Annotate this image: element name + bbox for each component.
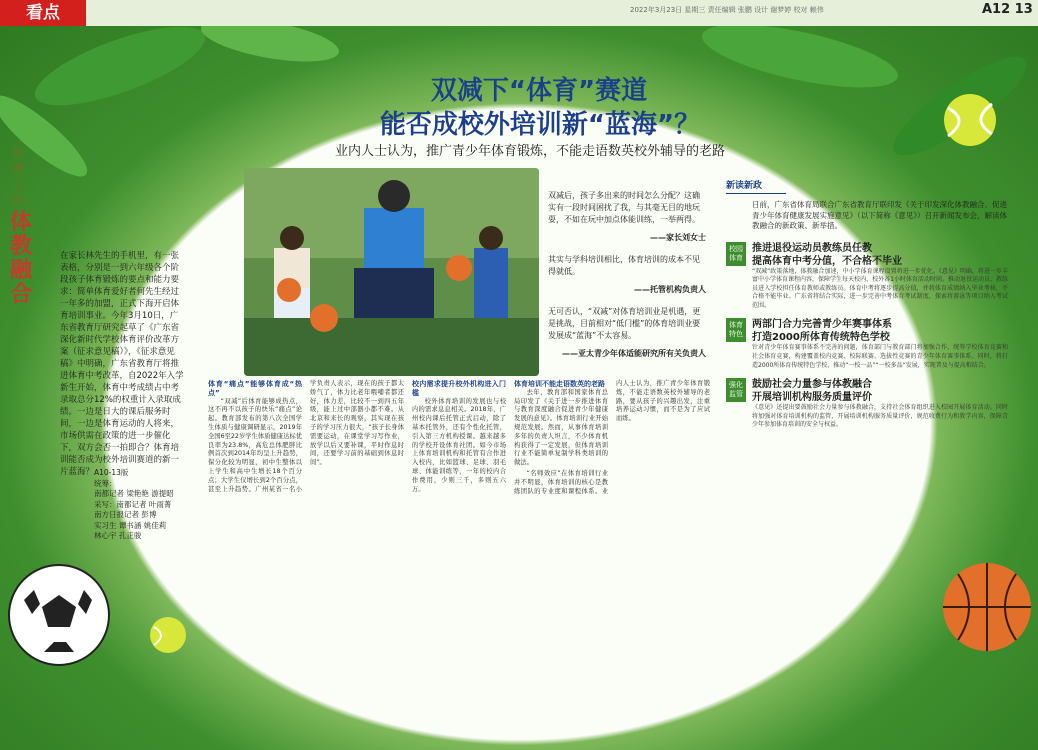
policy-text: 针对青少年体育赛事体系不完善的问题，体育部门与教育部门将加强合作，统筹学校体育竞赛和社会体育竞赛，构建覆盖校内竞赛、校际联赛、选拔性竞赛的青少年体育赛事体系。同时，将打造2000所体育传统特色学校，推动“一校一品”“一校多品”发展，实现普及与提高相结合。	[752, 344, 1008, 369]
sidebar-small-title: “双减”下的	[11, 140, 24, 208]
article-paragraph: 去年，教育部和国家体育总局印发了《关于进一步推进体育与教育深度融合促进青少年健康发展的意见》。体育培训行业开始规范发展。然而，从事体育培训多年的负责人坦言，不少体育机构获得了一定发展，但体育培训行业不能简单复制学科类培训的做法。	[514, 388, 608, 467]
quote-text: 双减后，孩子多出来的时间怎么分配？这确实有一段时间困扰了我，与其毫无目的地玩耍，不如在玩中加点体能训练，一举两得。	[548, 191, 700, 224]
article-subheading: 体育培训不能走语数英的老路	[514, 380, 605, 388]
credits-line: 实习生 谭书涵 姚佳莉	[94, 520, 167, 530]
credits-line: 采写：南都记者 叶雨菁	[94, 499, 172, 509]
credits-line: 统筹：	[94, 478, 117, 488]
header-info: 2022年3月23日 星期三 责任编辑 张鹏 设计 谢梦婷 校对 赖伟	[630, 6, 824, 14]
basketball-training-photo	[244, 168, 539, 376]
article-subheading: 体育“痛点”能够体育成“热点”	[208, 380, 302, 397]
quotes-box	[548, 190, 706, 360]
credits-line: 南都记者 梁艳艳 游提昭	[94, 489, 174, 498]
quote-author: ——亚太青少年体适能研究所有关负责人	[562, 349, 706, 358]
policy-badge: 体育特色	[726, 318, 746, 342]
credits-line: 南方日报记者 彭博	[94, 510, 157, 519]
policy-heading: 两部门合力完善青少年赛事体系 打造2000所体育传统特色学校	[752, 319, 892, 344]
headline-line1: 双减下“体育”赛道	[430, 76, 648, 106]
tennis-ball-icon	[940, 90, 1000, 150]
policy-heading: 推进退役运动员教练员任教 提高体育中考分值，不合格不毕业	[752, 242, 902, 267]
credits-pages: A10-13版	[94, 468, 129, 477]
basketball-icon	[940, 560, 1035, 655]
article-subheading: 校内需求提升校外机构进入门槛	[412, 380, 506, 397]
tennis-ball-icon	[148, 615, 188, 655]
quote-author: ——家长刘女士	[650, 233, 706, 242]
policy-heading: 鼓励社会力量参与体教融合 开展培训机构服务质量评价	[752, 379, 872, 404]
headline-line2: 能否成校外培训新“蓝海”？	[379, 110, 701, 140]
policy-block	[726, 242, 1008, 311]
policy-block	[726, 318, 1008, 370]
sidebar-title	[10, 140, 48, 307]
policy-badge: 校园体育	[726, 242, 746, 266]
policy-lead: 日前，广东省体育局联合广东省教育厅联印发《关于印发深化体教融合、促进青少年体育健康发展实施意见》（以下简称《意见》）召开新闻发布会，解读体教融合的新政策、新举措。	[752, 200, 1007, 230]
article-paragraph: “名师效应”在体育培训行业并不明显，体育培训的核心是教练团队的专业度和课程体系。业内人士认为，推广青少年体育锻炼，不能走语数英校外辅导的老路，要从孩子的兴趣出发，注重培养运动习惯，而不是为了应试而练。	[514, 380, 710, 495]
sidebar-big-title: 体教融合	[10, 210, 33, 308]
intro-text: 在家长林先生的手机里，有一张表格，分别是一到六年级各个阶段孩子体育锻炼的要点和能力要求：简单体育爱好者何先生经过一年多的加盟，正式下海开启体育培训事业。今年3月10日，广东省教育厅研究起草了《广东省深化新时代学校体育评价改革方案（征求意见稿）》，《征求意见稿》中明确，广东省教育厅将推进体育中考改革，自2022年入学新生开始，体育中考成绩占中考录取总分12%的权重计入录取成绩。一边是日大的课后服务时间，一边是体育运动的人将来，市场供需在政策的进一步催化下，双方会否一拍即合？体育培训能否成为校外培训赛道的新一片蓝海？	[60, 251, 184, 477]
quote-text: 其实与学科培训相比，体育培训的成本不见得就低。	[548, 255, 700, 276]
quote-text: 无可否认，“双减”对体育培训业是机遇，更是挑战，目前相对“低门槛”的体育培训业要发展成“蓝海”不太容易。	[548, 307, 701, 340]
article-paragraph: 校外体育培训的发展也与校内的需求息息相关。2018年，广州校内课后托管正式启动，除了基本托管外，还有个性化托管，引入第三方机构授课。越来越多的学校开设体育社团。如今市场上体育培训机构和托管有合作进入校内，比如篮球、足球、羽毛球、体能训练等，一年的校内合作费用，少则三千，多则五六万。	[412, 397, 506, 493]
policy-block	[726, 378, 1008, 430]
credits-line: 林心宇 孔正骏	[94, 531, 142, 540]
section-tag: 看点	[0, 0, 86, 26]
article-body	[208, 380, 710, 720]
article-paragraph: “双减”后体育能够成热点，这不再不以孩子的快乐“痛点”论起。教育部发布的第八次全国学生体质与健康调研显示，2019年全国6至22岁学生体质健康达标优良率为23.8%，高危总体肥胖比例首次到2014年均呈上升趋势，保分化较为明显，初中生整体以上学生和高中生增长18个百分点；大学生仅增长到2个百分点，甚至上升趋势。广州某省一名小学负责人表示，现在的孩子都太娇气了，体力比老年喂哺者都还好，体力差，比较不一到四五年级，能上过中部器小都不难。从北京和来长的观察，其实现在孩子的学习压力很大，“孩子长身体需要运动，在课堂学习写作业，放学以后又要补课，平时作息时间，还要学习前的基础到休息时间”。	[208, 380, 404, 493]
soccer-ball-icon	[4, 560, 114, 670]
policy-column	[726, 178, 1008, 438]
header-bar	[86, 0, 1038, 26]
headline-subtitle: 业内人士认为，推广青少年体育锻炼，不能走语数英校外辅导的老路	[334, 144, 725, 159]
credits	[94, 468, 194, 542]
policy-column-label: 新读新政	[726, 178, 786, 194]
page-number: A12 13	[982, 2, 1033, 17]
policy-badge: 强化监管	[726, 378, 746, 402]
policy-text: “双减”政策落地，体教融合加速，中小学体育课程设置将进一步优化。《意见》明确，将进一步丰富中小学体育课程内容，保障学生每天校内、校外各1小时体育活动时间。推动退役运动员、教练员进入学校担任体育教师或教练员。体育中考将逐步提高分值，并将体育成绩纳入毕业考核，不合格不能毕业。广东省将结合实际，进一步完善中考体育考试制度，探索将游泳等项目纳入考试范围。	[752, 267, 1008, 309]
policy-text: 《意见》还提出要鼓励社会力量参与体教融合，支持社会体育组织进入校园开展体育活动。同时将加强对体育培训机构的监管，开展培训机构服务质量评价，规范收费行为和教学内容，保障青少年参加体育培训的安全与权益。	[752, 404, 1008, 429]
quote-author: ——托管机构负责人	[634, 285, 706, 294]
